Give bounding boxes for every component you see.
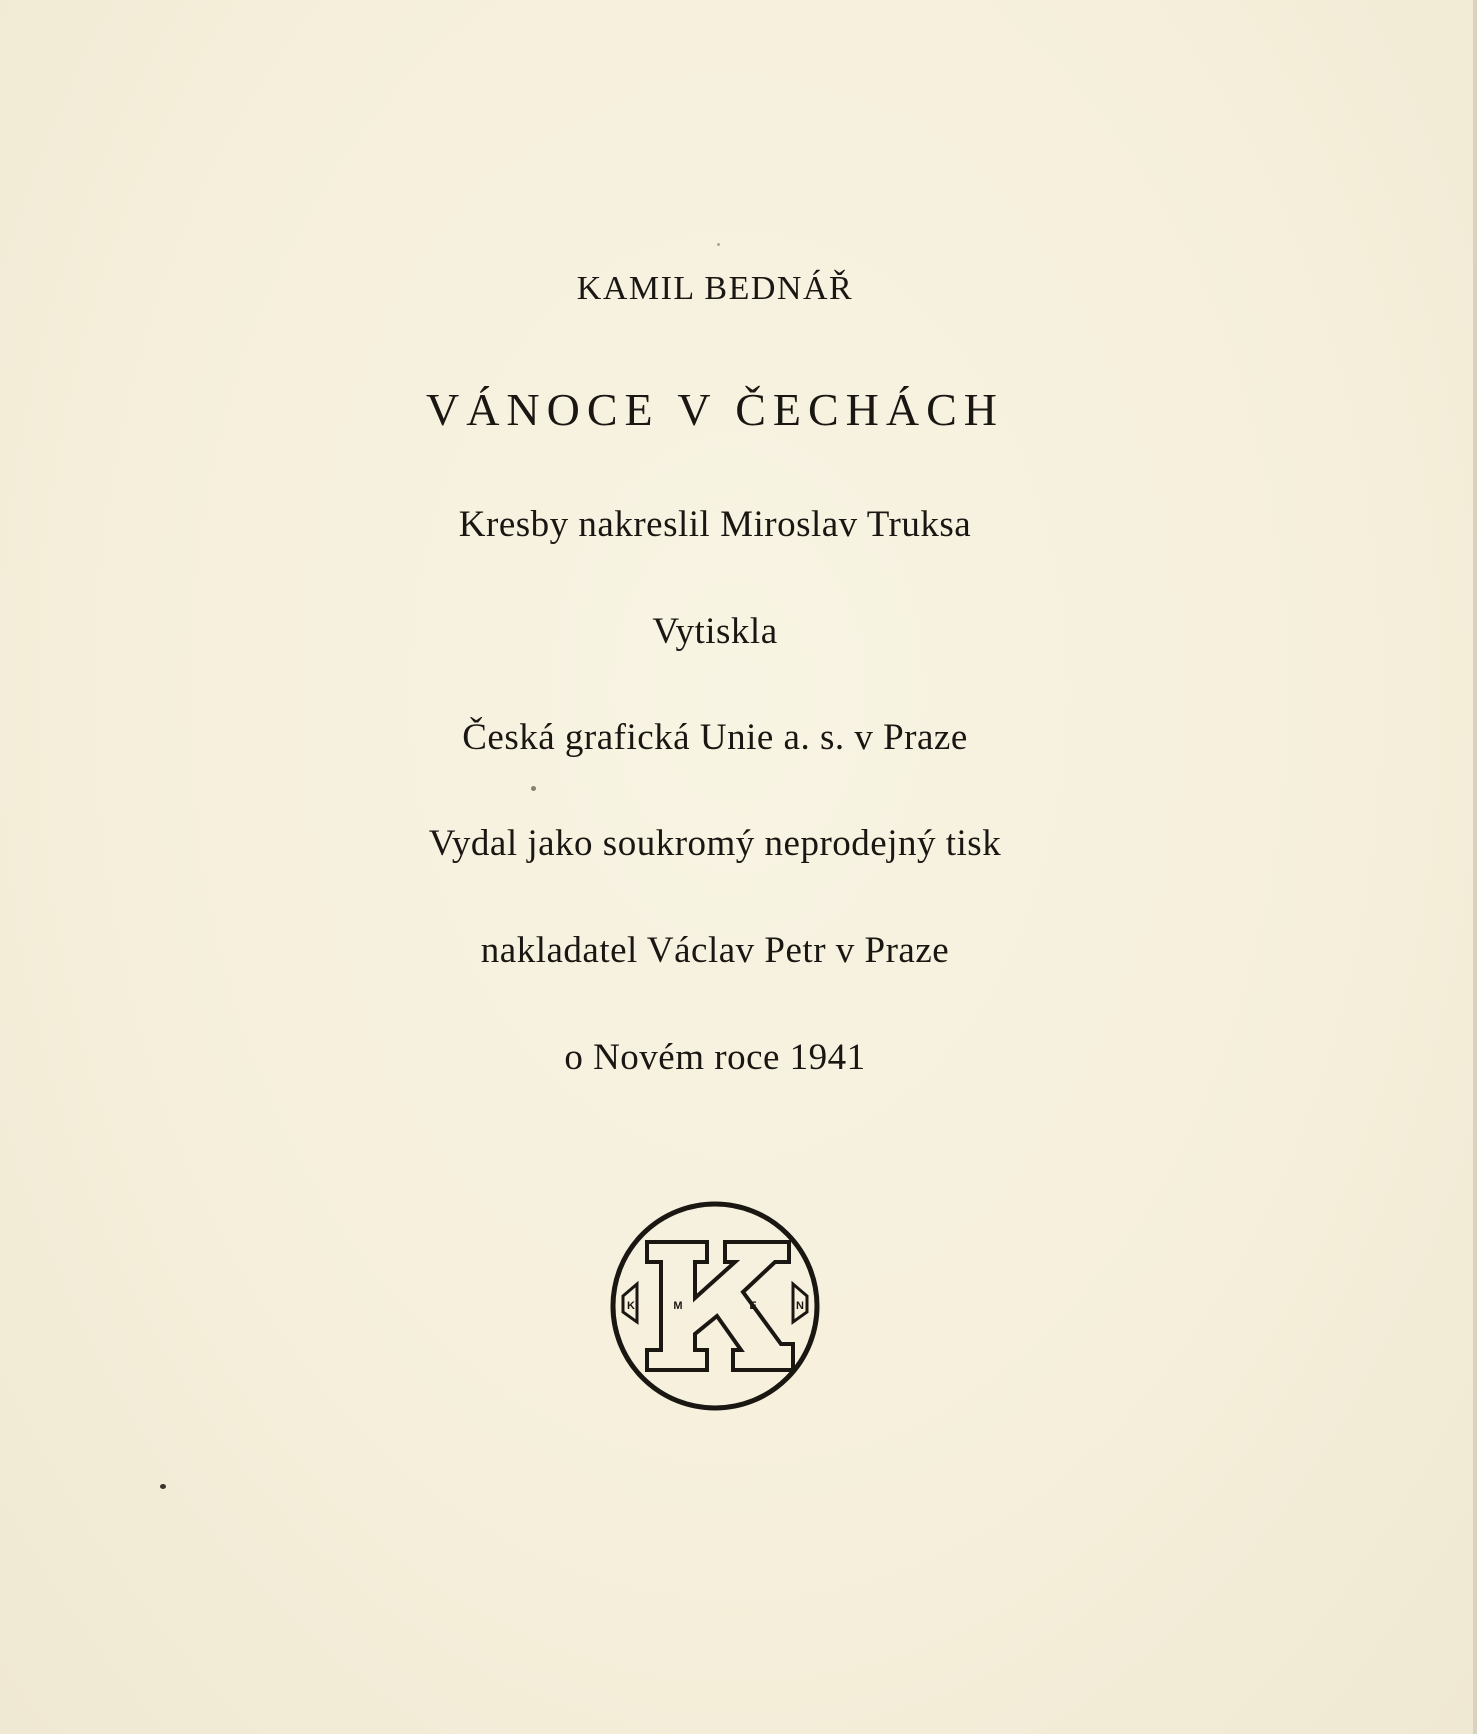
publisher-mark-logo bbox=[607, 1198, 823, 1414]
paper-speck bbox=[160, 1484, 166, 1489]
paper-speck bbox=[717, 243, 720, 246]
author-name: KAMIL BEDNÁŘ bbox=[576, 270, 854, 307]
printed-by-label: Vytiskla bbox=[652, 611, 778, 652]
page-edge bbox=[1473, 0, 1477, 1734]
edition-note: Vydal jako soukromý neprodejný tisk bbox=[428, 823, 1002, 864]
mark-letter-m: M bbox=[673, 1300, 683, 1312]
illustrator-credit: Kresby nakreslil Miroslav Truksa bbox=[458, 504, 972, 545]
publication-date: o Novém roce 1941 bbox=[564, 1037, 866, 1078]
big-k-letter bbox=[647, 1242, 793, 1370]
paper-speck bbox=[531, 786, 536, 791]
mark-letter-k: K bbox=[627, 1300, 635, 1312]
publisher-name: nakladatel Václav Petr v Praze bbox=[480, 930, 950, 971]
mark-letter-n: N bbox=[796, 1300, 804, 1312]
mark-letter-e: E bbox=[749, 1300, 757, 1312]
printer-name: Česká grafická Unie a. s. v Praze bbox=[462, 717, 968, 758]
book-title: VÁNOCE V ČECHÁCH bbox=[425, 384, 1005, 435]
